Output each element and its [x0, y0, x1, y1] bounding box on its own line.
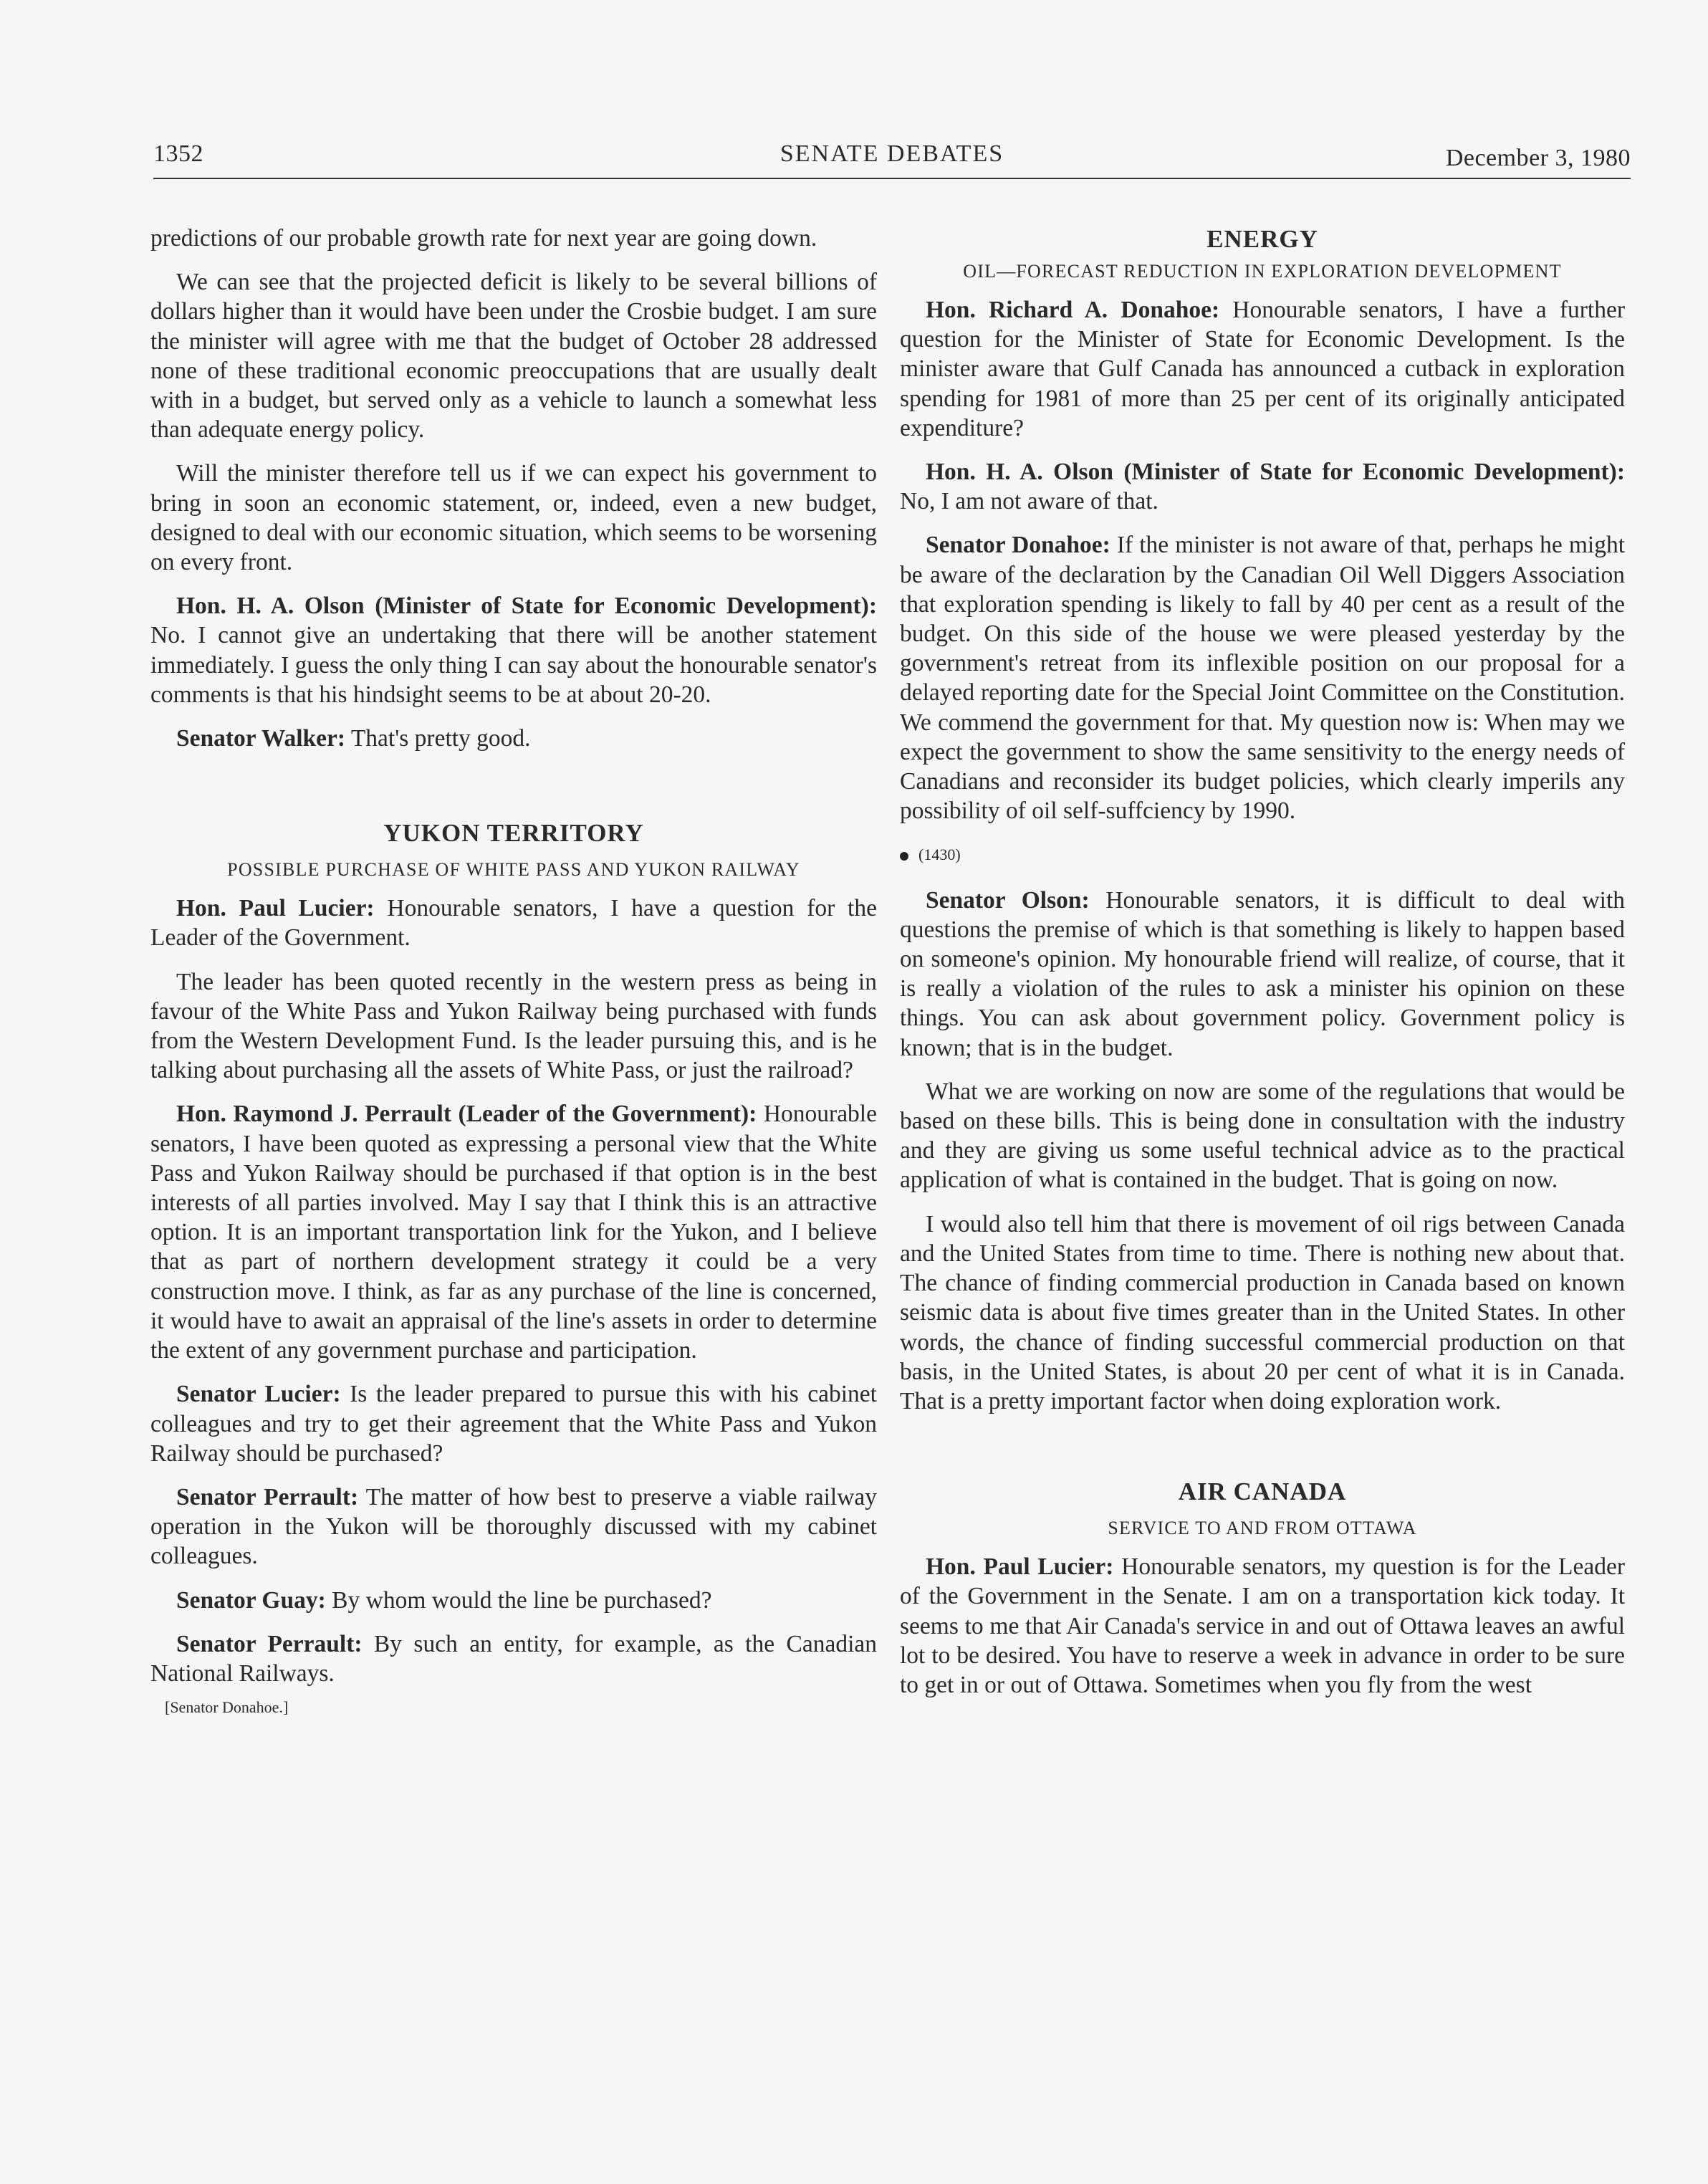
speech: [150, 1483, 877, 1571]
speech-text: No. I cannot give an undertaking that there will be another statement immediately. I guess the only thing I can say about the honourable senator's comments is that his hindsight seems to be at about 20-20.: [150, 622, 877, 708]
speech: [150, 724, 877, 753]
issue-date: December 3, 1980: [1445, 145, 1631, 171]
paragraph: predictions of our probable growth rate for next year are going down.: [150, 225, 817, 252]
speech: [150, 1586, 877, 1615]
speech: [150, 1629, 877, 1688]
speech-text: Honourable senators, my question is for the Leader of the Government in the Senate. I am on a transportation kick today. It seems to me that Air Canada's service in and out of Ottawa leaves an awful lot to be desired. You have to reserve a week in advance in order to be sure to get in or out of Ottawa. Sometimes when you fly from the west: [900, 1553, 1625, 1698]
time-marker-text: (1430): [918, 846, 961, 864]
speaker-name: Senator Lucier:: [176, 1381, 341, 1408]
speaker-name: Hon. Richard A. Donahoe:: [926, 297, 1220, 323]
speech: [150, 591, 877, 709]
paragraph: The leader has been quoted recently in the western press as being in favour of the White Pass and Yukon Railway being purchased with funds from the Western Development Fund. Is the leader pursuing this, and is he talking about purchasing all the assets of White Pass, or just the railroad?: [150, 968, 877, 1084]
footnote: [Senator Donahoe.]: [165, 1698, 289, 1717]
time-marker: [900, 840, 1625, 869]
section-subheading: SERVICE TO AND FROM OTTAWA: [1108, 1518, 1417, 1539]
speech-text: Honourable senators, it is difficult to deal with questions the premise of which is that something is likely to happen based on someone's opinion. My honourable friend will realize, of course, that it is really a violation of the rules to ask a minister his opinion on these things. You can ask about government policy. Government policy is known; that is in the budget.: [900, 886, 1625, 1061]
speaker-name: Senator Walker:: [176, 725, 346, 752]
speaker-name: Hon. Paul Lucier:: [176, 895, 375, 922]
left-column: [150, 224, 877, 1722]
speech-text: By whom would the line be purchased?: [325, 1586, 712, 1614]
speech: [900, 295, 1625, 443]
paragraph: We can see that the projected deficit is likely to be several billions of dollars higher than it would have been under the Crosbie budget. I am sure the minister will agree with me that the budget of October 28 addressed none of these traditional economic preoccupations that are usually dealt with in a budget, but served only as a vehicle to launch a somewhat less than adequate energy policy.: [150, 269, 877, 444]
speaker-name: Senator Olson:: [926, 886, 1090, 914]
speaker-name: Senator Guay:: [176, 1586, 326, 1614]
section-subheading: POSSIBLE PURCHASE OF WHITE PASS AND YUKON RAILWAY: [227, 859, 800, 881]
bullet-icon: [900, 852, 908, 861]
paragraph: I would also tell him that there is movement of oil rigs between Canada and the United States from time to time. There is nothing new about that. The chance of finding commercial production in Canada based on known seismic data is about five times greater than in the United States. In other words, the chance of finding successful commercial production on that basis, in the United States, is about 20 per cent of what it is in Canada. That is a pretty important factor when doing exploration work.: [900, 1210, 1625, 1414]
speech-text: Honourable senators, I have a question for the Leader of the Government.: [150, 895, 877, 952]
speech: [150, 894, 877, 952]
speaker-name: Hon. Raymond J. Perrault (Leader of the Government):: [176, 1101, 757, 1128]
speech-text: Honourable senators, I have been quoted as expressing a personal view that the White Pass and Yukon Railway should be purchased if that option is in the best interests of all parties involved. May I say that I think this is an attractive option. It is an important transportation link for the Yukon, and I believe that as part of northern development strategy it could be a very construction move. I think, as far as any purchase of the line is concerned, it would have to await an appraisal of the line's assets in order to determine the extent of any government purchase and participation.: [150, 1101, 877, 1364]
speaker-name: Senator Perrault:: [176, 1630, 363, 1657]
speech-text: If the minister is not aware of that, perhaps he might be aware of the declaration by the Canadian Oil Well Diggers Association that exploration spending is likely to fall by 40 per cent as a result of the budget. On this side of the house we were pleased yesterday by the government's retreat from its inflexible position on our proposal for a delayed reporting date for the Special Joint Committee on the Constitution. We commend the government for that. My question now is: When may we expect the government to show the same sensitivity to the energy needs of Canadians and reconsider its budget policies, which clearly imperils any possibility of oil self-suffciency by 1990.: [900, 532, 1626, 825]
section-subheading: OIL—FORECAST REDUCTION IN EXPLORATION DEVELOPMENT: [963, 261, 1562, 282]
speech: [150, 1379, 877, 1468]
speaker-name: Hon. H. A. Olson (Minister of State for Economic Development):: [176, 593, 877, 620]
section-heading: ENERGY: [1206, 225, 1318, 253]
page-number: 1352: [153, 140, 203, 167]
right-column: [900, 224, 1625, 1714]
speech: [900, 457, 1625, 516]
paragraph: What we are working on now are some of the regulations that would be based on these bills. This is being done in consultation with the industry and they are giving us some useful technical advice as to the practical application of what is contained in the budget. That is going on now.: [900, 1078, 1625, 1194]
speaker-name: Senator Perrault:: [176, 1483, 359, 1510]
speech-text: By such an entity, for example, as the Canadian National Railways.: [150, 1630, 878, 1687]
speech-text: That's pretty good.: [345, 725, 531, 752]
speech-text: No, I am not aware of that.: [900, 488, 1158, 515]
running-header: [153, 138, 1631, 179]
section-heading: YUKON TERRITORY: [383, 819, 644, 848]
speaker-name: Hon. Paul Lucier:: [926, 1553, 1114, 1581]
speaker-name: Hon. H. A. Olson (Minister of State for Economic Development):: [926, 459, 1625, 486]
speech: [900, 886, 1625, 1063]
speech-text: Is the leader prepared to pursue this with his cabinet colleagues and try to get their agreement that the White Pass and Yukon Railway should be purchased?: [150, 1381, 877, 1467]
speech: [150, 1099, 877, 1365]
speech-text: Honourable senators, I have a further question for the Minister of State for Economic Development. Is the minister aware that Gulf Canada has announced a cutback in exploration spending for 1981 of more than 25 per cent of its originally anticipated expenditure?: [900, 297, 1625, 441]
section-heading: AIR CANADA: [1178, 1477, 1347, 1506]
speaker-name: Senator Donahoe:: [926, 532, 1110, 559]
publication-title: SENATE DEBATES: [779, 140, 1004, 167]
speech-text: The matter of how best to preserve a viable railway operation in the Yukon will be thoroughly discussed with my cabinet colleagues.: [150, 1483, 878, 1570]
speech: [900, 530, 1625, 825]
speech: [900, 1552, 1625, 1700]
paragraph: Will the minister therefore tell us if we can expect his government to bring in soon an economic statement, or, indeed, even a new budget, designed to deal with our economic situation, which seems to be worsening on every front.: [150, 460, 877, 576]
